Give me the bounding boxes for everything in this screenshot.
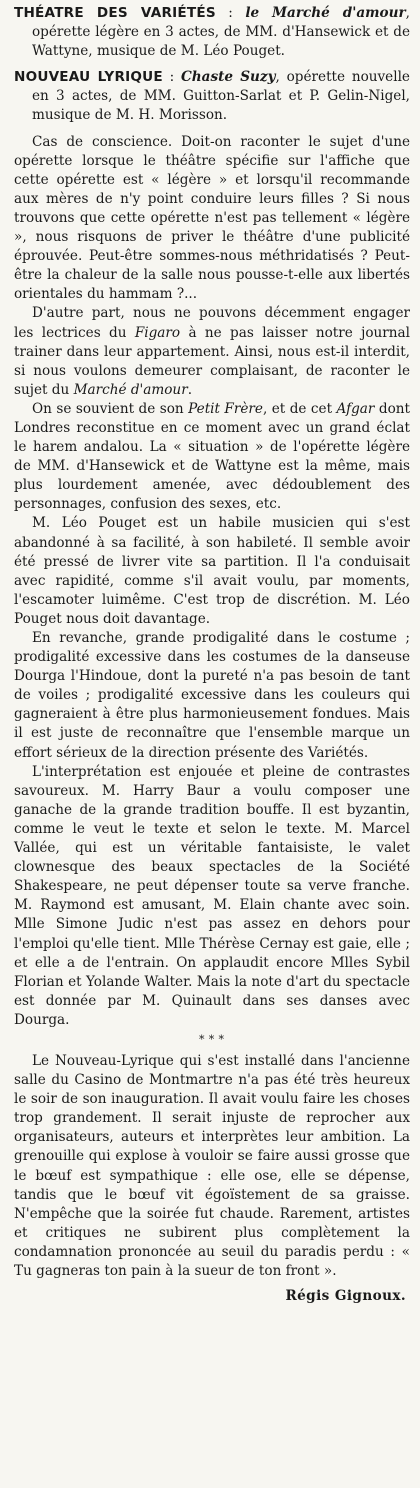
newspaper-name: Figaro <box>134 324 181 341</box>
text-run: . <box>187 381 193 398</box>
text-run: à ne pas laisser notre journal trainer dans leur appartement. Ainsi, nous est-il interdit, si nous voulons demeurer complaisant, de raconter le sujet du <box>14 324 410 398</box>
theatre-name: THÉATRE DES VARIÉTÉS <box>14 5 216 21</box>
author-signature: Régis Gignoux. <box>285 1288 406 1305</box>
play-title: Chaste Suzy <box>180 69 276 86</box>
text-run: , et de cet <box>262 400 337 417</box>
paragraph-3 <box>14 400 410 515</box>
text-run: dont Londres reconstitue en ce moment avec un grand éclat le harem andalou. La « situation » de l'opérette légère de MM. d'Hansewick et de Wattyne est la même, mais plus lourdement amenée, avec dédoublement des personnages, confusion des sexes, etc. <box>14 400 410 513</box>
separator: : <box>162 69 181 86</box>
play-title-ref: Marché d'amour <box>73 381 188 398</box>
paragraph-5: En revanche, grande prodigalité dans le costume ; prodigalité excessive dans les costumes de la danseuse Dourga l'Hindoue, dont la pureté n'a pas besoin de tant de voiles ; prodigalité excessive dans les couleurs qui gagneraient à être plus harmonieusement fondues. Mais il est juste de reconnaître que l'ensemble marque un effort sérieux de la direction présente des Variétés. <box>14 630 410 761</box>
paragraph-7: Le Nouveau-Lyrique qui s'est installé dans l'ancienne salle du Casino de Montmartre n'a pas été très heureux le soir de son inauguration. Il avait voulu faire les choses trop grandement. Il serait injuste de reprocher aux organisateurs, auteurs et interprètes leur ambition. La grenouille qui explose à vouloir se faire aussi grosse que le bœuf est sympathique : elle ose, elle se dépense, tandis que le bœuf vit égoïstement de sa graisse. N'empêche que la soirée fut chaude. Rarement, artistes et critiques ne subirent plus complètement la condamnation prononcée au seuil du paradis perdu : « Tu gagneras ton pain à la sueur de ton front ». <box>14 1052 410 1279</box>
text-run: On se souvient de son <box>32 400 189 417</box>
play-title-ref: Petit Frère <box>188 400 263 417</box>
paragraph-2 <box>14 304 410 399</box>
theatre-name: NOUVEAU LYRIQUE <box>14 69 163 86</box>
review-header-varietes <box>14 4 410 61</box>
play-title: le Marché d'amour <box>245 5 406 21</box>
separator: : <box>215 5 246 21</box>
play-credits: , opérette nouvelle en 3 actes, de MM. Guitton-Sarlat et P. Gelin-Nigel, musique de M. H. Morisson. <box>32 69 410 124</box>
paragraph-6: L'interprétation est enjouée et pleine de contrastes savoureux. M. Harry Baur a voulu composer une ganache de la grande tradition bouffe. Il est byzantin, comme le veut le texte et selon le texte. M. Marcel Vallée, qui est un véritable fantaisiste, le valet clownesque des beaux spectacles de la Société Shakespeare, ne peut dépenser toute sa verve franche. M. Raymond est amusant, M. Elain chante avec soin. Mlle Simone Judic n'est pas assez en dehors pour l'emploi qu'elle tient. Mlle Thérèse Cernay est gaie, elle ; et elle a de l'entrain. On applaudit encore Mlles Sybil Florian et Yolande Walter. Mais la note d'art du spectacle est donnée par M. Quinault dans ses danses avec Dourga. <box>14 763 410 1028</box>
paragraph-1: Cas de conscience. Doit-on raconter le sujet d'une opérette lorsque le théâtre spécifie sur l'affiche que cette opérette est « légère » et lorsqu'il recommande aux mères de n'y point conduire leurs filles ? Si nous trouvons que cette opérette n'est pas tellement « légère », nous risquons de priver le théâtre d'une publicité éprouvée. Peut-être sommes-nous méthridatisés ? Peut-être la chaleur de la salle nous pousse-t-elle aux libertés orientales du hammam ?... <box>14 133 410 303</box>
text-run: D'autre part, nous ne pouvons décemment engager les lectrices du <box>14 305 410 341</box>
play-credits: , opérette légère en 3 actes, de MM. d'Hansewick et de Wattyne, musique de M. Léo Pouget. <box>32 5 410 60</box>
paragraph-4: M. Léo Pouget est un habile musicien qui s'est abandonné à sa facilité, à son habileté. Il semble avoir été pressé de livrer vite sa partition. Il l'a conduisait avec rapidité, comme s'il avait voulu, par moments, l'escamoter luimême. C'est trop de discrétion. M. Léo Pouget nous doit davantage. <box>14 515 410 627</box>
section-separator-asterism: * * * <box>199 1032 225 1046</box>
play-title-ref: Afgar <box>336 400 375 417</box>
review-header-nouveau-lyrique <box>14 68 410 125</box>
